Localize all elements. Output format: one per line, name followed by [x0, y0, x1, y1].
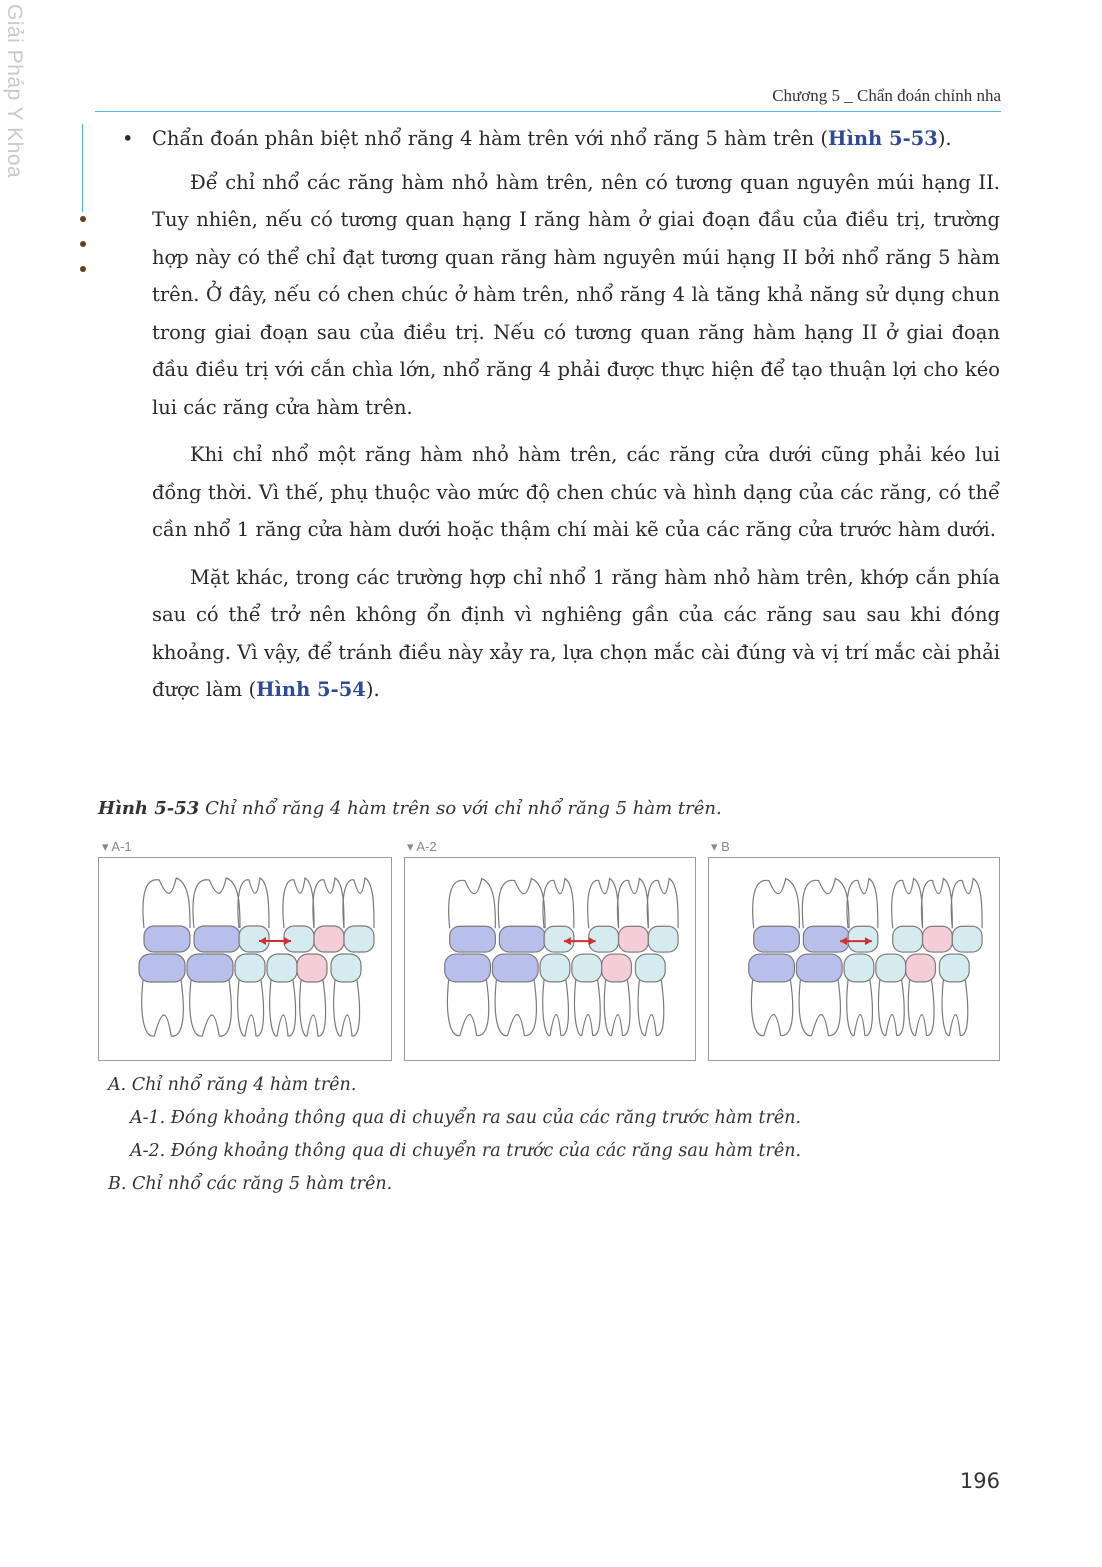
lower-tooth-crown	[267, 954, 297, 982]
tooth-root	[575, 980, 601, 1036]
tooth-root	[908, 980, 934, 1036]
lower-tooth-crown	[749, 954, 795, 982]
lower-tooth-crown	[572, 954, 602, 982]
tooth-root	[190, 980, 232, 1036]
figure-title: Hình 5-53 Chỉ nhổ răng 4 hàm trên so với chỉ nhổ răng 5 hàm trên.	[98, 798, 722, 819]
chapter-header: Chương 5 _ Chẩn đoán chỉnh nha	[772, 86, 1001, 105]
upper-tooth-crown	[314, 926, 344, 952]
tooth-root	[143, 878, 190, 928]
bullet-marker: •	[122, 127, 134, 150]
paragraph-3: Mặt khác, trong các trường hợp chỉ nhổ 1 răng hàm nhỏ hàm trên, khớp cắn phía sau có thể trở nên không ổn định vì nghiêng gần của các răng sau sau khi đóng khoảng. Vì vậy, để tránh điều này xảy ra, lựa chọn mắc cài đúng và vị trí mắc cài phải được làm (Hình 5-54).	[152, 565, 1000, 701]
lower-tooth-crown	[876, 954, 906, 982]
paragraph-2: Khi chỉ nhổ một răng hàm nhỏ hàm trên, các răng cửa dưới cũng phải kéo lui đồng thời. Vì thế, phụ thuộc vào mức độ chen chúc và hình dạng của các răng, có thể cần nhổ 1 răng cửa hàm dưới hoặc thậm chí mài kẽ của các răng cửa trước hàm dưới.	[152, 443, 1000, 541]
page-number: 196	[959, 1469, 1000, 1493]
upper-tooth-crown	[923, 926, 953, 952]
tooth-root	[334, 980, 360, 1036]
tooth-root	[588, 879, 619, 929]
upper-tooth-crown	[619, 926, 649, 952]
body-text	[122, 120, 1000, 719]
tooth-root	[847, 879, 878, 929]
lower-tooth-crown	[235, 954, 265, 982]
tooth-root	[498, 879, 545, 929]
lower-tooth-crown	[635, 954, 665, 982]
tooth-root	[847, 980, 873, 1036]
teeth-illustration-b	[709, 858, 999, 1060]
lower-tooth-crown	[331, 954, 361, 982]
lower-tooth-crown	[297, 954, 327, 982]
lower-tooth-crown	[844, 954, 874, 982]
upper-tooth-crown	[848, 926, 878, 952]
tooth-root	[892, 879, 923, 929]
upper-tooth-crown	[450, 926, 496, 952]
lower-tooth-crown	[139, 954, 185, 982]
panel-label-a1: ▾ A-1	[102, 839, 132, 854]
upper-tooth-crown	[499, 926, 545, 952]
tooth-root	[753, 879, 800, 929]
decor-dot	[80, 241, 86, 247]
side-brand-watermark: Giải Pháp Y Khoa	[3, 4, 26, 179]
tooth-root	[638, 980, 664, 1036]
upper-tooth-crown	[589, 926, 619, 952]
tooth-root	[313, 878, 344, 928]
tooth-root	[802, 879, 849, 929]
tooth-root	[647, 879, 678, 929]
tooth-root	[238, 980, 264, 1036]
paragraph-1: Để chỉ nhổ các răng hàm nhỏ hàm trên, nên có tương quan nguyên múi hạng II. Tuy nhiên, nếu có tương quan hạng I răng hàm ở giai đoạn đầu của điều trị, trường hợp này có thể chỉ đạt tương quan răng hàm nguyên múi hạng II bởi nhổ răng 5 hàm trên. Ở đây, nếu có chen chúc ở hàm trên, nhổ răng 4 là tăng khả năng sử dụng chun trong giai đoạn sau của điều trị. Nếu có tương quan răng hàm hạng II ở giai đoạn đầu điều trị với cắn chìa lớn, nhổ răng 4 phải được thực hiện để tạo thuận lợi cho kéo lui các răng cửa hàm trên.	[152, 170, 1000, 419]
caption-a1: A-1. Đóng khoảng thông qua di chuyển ra sau của các răng trước hàm trên.	[130, 1108, 802, 1128]
upper-tooth-crown	[803, 926, 849, 952]
figure-panel-a1	[98, 857, 392, 1061]
lower-tooth-crown	[906, 954, 936, 982]
tooth-root	[283, 878, 314, 928]
upper-tooth-crown	[344, 926, 374, 952]
teeth-illustration-a2	[405, 858, 695, 1060]
upper-tooth-crown	[284, 926, 314, 952]
caption-a2: A-2. Đóng khoảng thông qua di chuyển ra trước của các răng sau hàm trên.	[130, 1141, 802, 1161]
teeth-illustration-a1	[99, 858, 391, 1060]
decor-dot	[80, 216, 86, 222]
lower-tooth-crown	[445, 954, 491, 982]
tooth-root	[942, 980, 968, 1036]
upper-tooth-crown	[952, 926, 982, 952]
tooth-root	[543, 879, 574, 929]
tooth-root	[604, 980, 630, 1036]
caption-a: A. Chỉ nhổ răng 4 hàm trên.	[108, 1075, 357, 1095]
tooth-root	[270, 980, 296, 1036]
caption-b: B. Chỉ nhổ các răng 5 hàm trên.	[108, 1174, 393, 1194]
bullet-item: • Chẩn đoán phân biệt nhổ răng 4 hàm trên với nhổ răng 5 hàm trên (Hình 5-53).	[152, 120, 1000, 158]
tooth-root	[543, 980, 569, 1036]
tooth-root	[879, 980, 905, 1036]
tooth-root	[343, 878, 374, 928]
figure-panel-b	[708, 857, 1000, 1061]
lower-tooth-crown	[939, 954, 969, 982]
lower-tooth-crown	[602, 954, 632, 982]
lower-tooth-crown	[492, 954, 538, 982]
panel-label-b: ▾ B	[711, 839, 730, 854]
tooth-root	[193, 878, 240, 928]
header-rule	[95, 111, 1001, 112]
panel-label-a2: ▾ A-2	[407, 839, 437, 854]
figure-ref-link[interactable]: Hình 5-53	[828, 127, 938, 150]
decor-dot	[80, 266, 86, 272]
lower-tooth-crown	[796, 954, 842, 982]
tooth-root	[495, 980, 536, 1036]
tooth-root	[300, 980, 326, 1036]
left-accent-rule	[82, 124, 83, 212]
lower-tooth-crown	[540, 954, 570, 982]
tooth-root	[449, 879, 496, 929]
tooth-root	[142, 980, 184, 1036]
tooth-root	[751, 980, 792, 1036]
tooth-root	[921, 879, 952, 929]
upper-tooth-crown	[144, 926, 190, 952]
lower-tooth-crown	[187, 954, 233, 982]
upper-tooth-crown	[754, 926, 800, 952]
upper-tooth-crown	[194, 926, 240, 952]
upper-tooth-crown	[648, 926, 678, 952]
tooth-root	[617, 879, 648, 929]
tooth-root	[799, 980, 840, 1036]
tooth-root	[238, 878, 269, 928]
figure-ref-link[interactable]: Hình 5-54	[256, 678, 366, 701]
upper-tooth-crown	[893, 926, 923, 952]
tooth-root	[951, 879, 982, 929]
figure-panel-a2	[404, 857, 696, 1061]
tooth-root	[447, 980, 488, 1036]
